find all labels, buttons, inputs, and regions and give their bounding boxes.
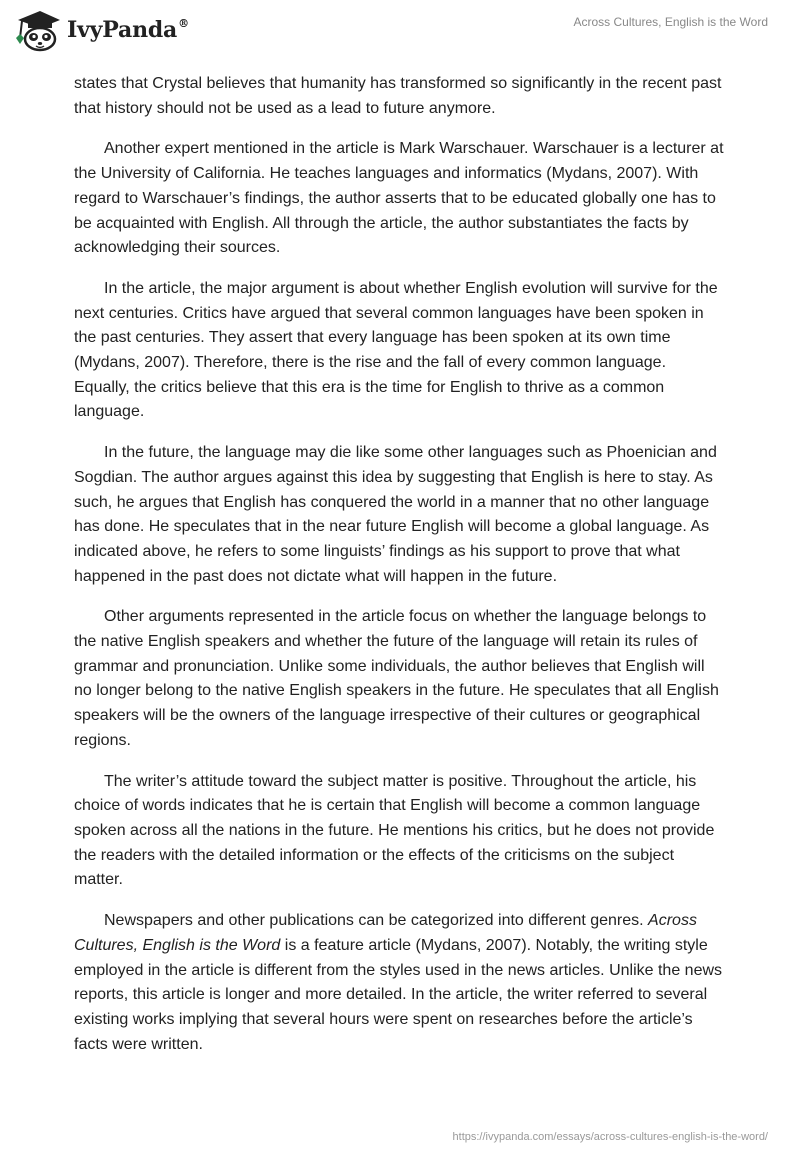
essay-body bbox=[74, 72, 726, 1073]
panda-graduate-icon bbox=[14, 8, 62, 52]
paragraph-text: is a feature article (Mydans, 2007). Notably, the writing style employed in the article is different from the styles used in the news articles. Unlike the news reports, this article is longer and more detailed. In the article, the writer referred to several existing works implying that several hours were spent on researches before the article’s facts were written. bbox=[74, 936, 723, 1053]
paragraph: states that Crystal believes that humanity has transformed so significantly in the recent past that history should not be used as a lead to future anymore. bbox=[74, 75, 722, 117]
ivypanda-logo[interactable] bbox=[14, 8, 189, 52]
document-title: Across Cultures, English is the Word bbox=[573, 15, 768, 29]
paragraph-text: Newspapers and other publications can be categorized into different genres. bbox=[104, 912, 649, 930]
page-header bbox=[0, 0, 800, 70]
registered-mark: ® bbox=[178, 17, 189, 30]
paragraph: In the article, the major argument is about whether English evolution will survive for the next centuries. Critics have argued that several common languages have been spoken in the past centuries. They assert that every language has been spoken at its own time (Mydans, 2007). Therefore, there is the rise and the fall of every common language. Equally, the critics believe that this era is the time for English to thrive as a common language. bbox=[74, 279, 718, 421]
paragraph: Another expert mentioned in the article is Mark Warschauer. Warschauer is a lecturer at the University of California. He teaches languages and informatics (Mydans, 2007). With regard to Warschauer’s findings, the author asserts that to be educated globally one has to be acquainted with English. All through the article, the author substantiates the facts by acknowledging their sources. bbox=[74, 140, 724, 257]
source-url[interactable]: https://ivypanda.com/essays/across-cultures-english-is-the-word/ bbox=[452, 1131, 768, 1143]
paragraph bbox=[74, 909, 726, 1057]
logo-wordmark bbox=[67, 17, 189, 43]
paragraph: Other arguments represented in the article focus on whether the language belongs to the native English speakers and whether the future of the language will retain its rules of grammar and pronunciation. Unlike some individuals, the author believes that English will no longer belong to the native English speakers in the future. He speculates that all English speakers will be the owners of the language irrespective of their cultures or geographical regions. bbox=[74, 608, 719, 749]
logo-text: IvyPanda bbox=[67, 17, 178, 43]
paragraph: In the future, the language may die like some other languages such as Phoenician and Sogdian. The author argues against this idea by suggesting that English is here to stay. As such, he argues that English has conquered the world in a manner that no other language has done. He speculates that in the near future English will become a global language. As indicated above, he refers to some linguists’ findings as his support to prove that what happened in the past does not dictate what will happen in the future. bbox=[74, 444, 717, 585]
article-title-italic: Across Cultures, English is the Word bbox=[74, 912, 697, 954]
paragraph: The writer’s attitude toward the subject matter is positive. Throughout the article, his choice of words indicates that he is certain that English will become a common language spoken across all the nations in the future. He mentions his critics, but he does not provide the readers with the detailed information or the effects of the criticisms on the subject matter. bbox=[74, 772, 715, 889]
